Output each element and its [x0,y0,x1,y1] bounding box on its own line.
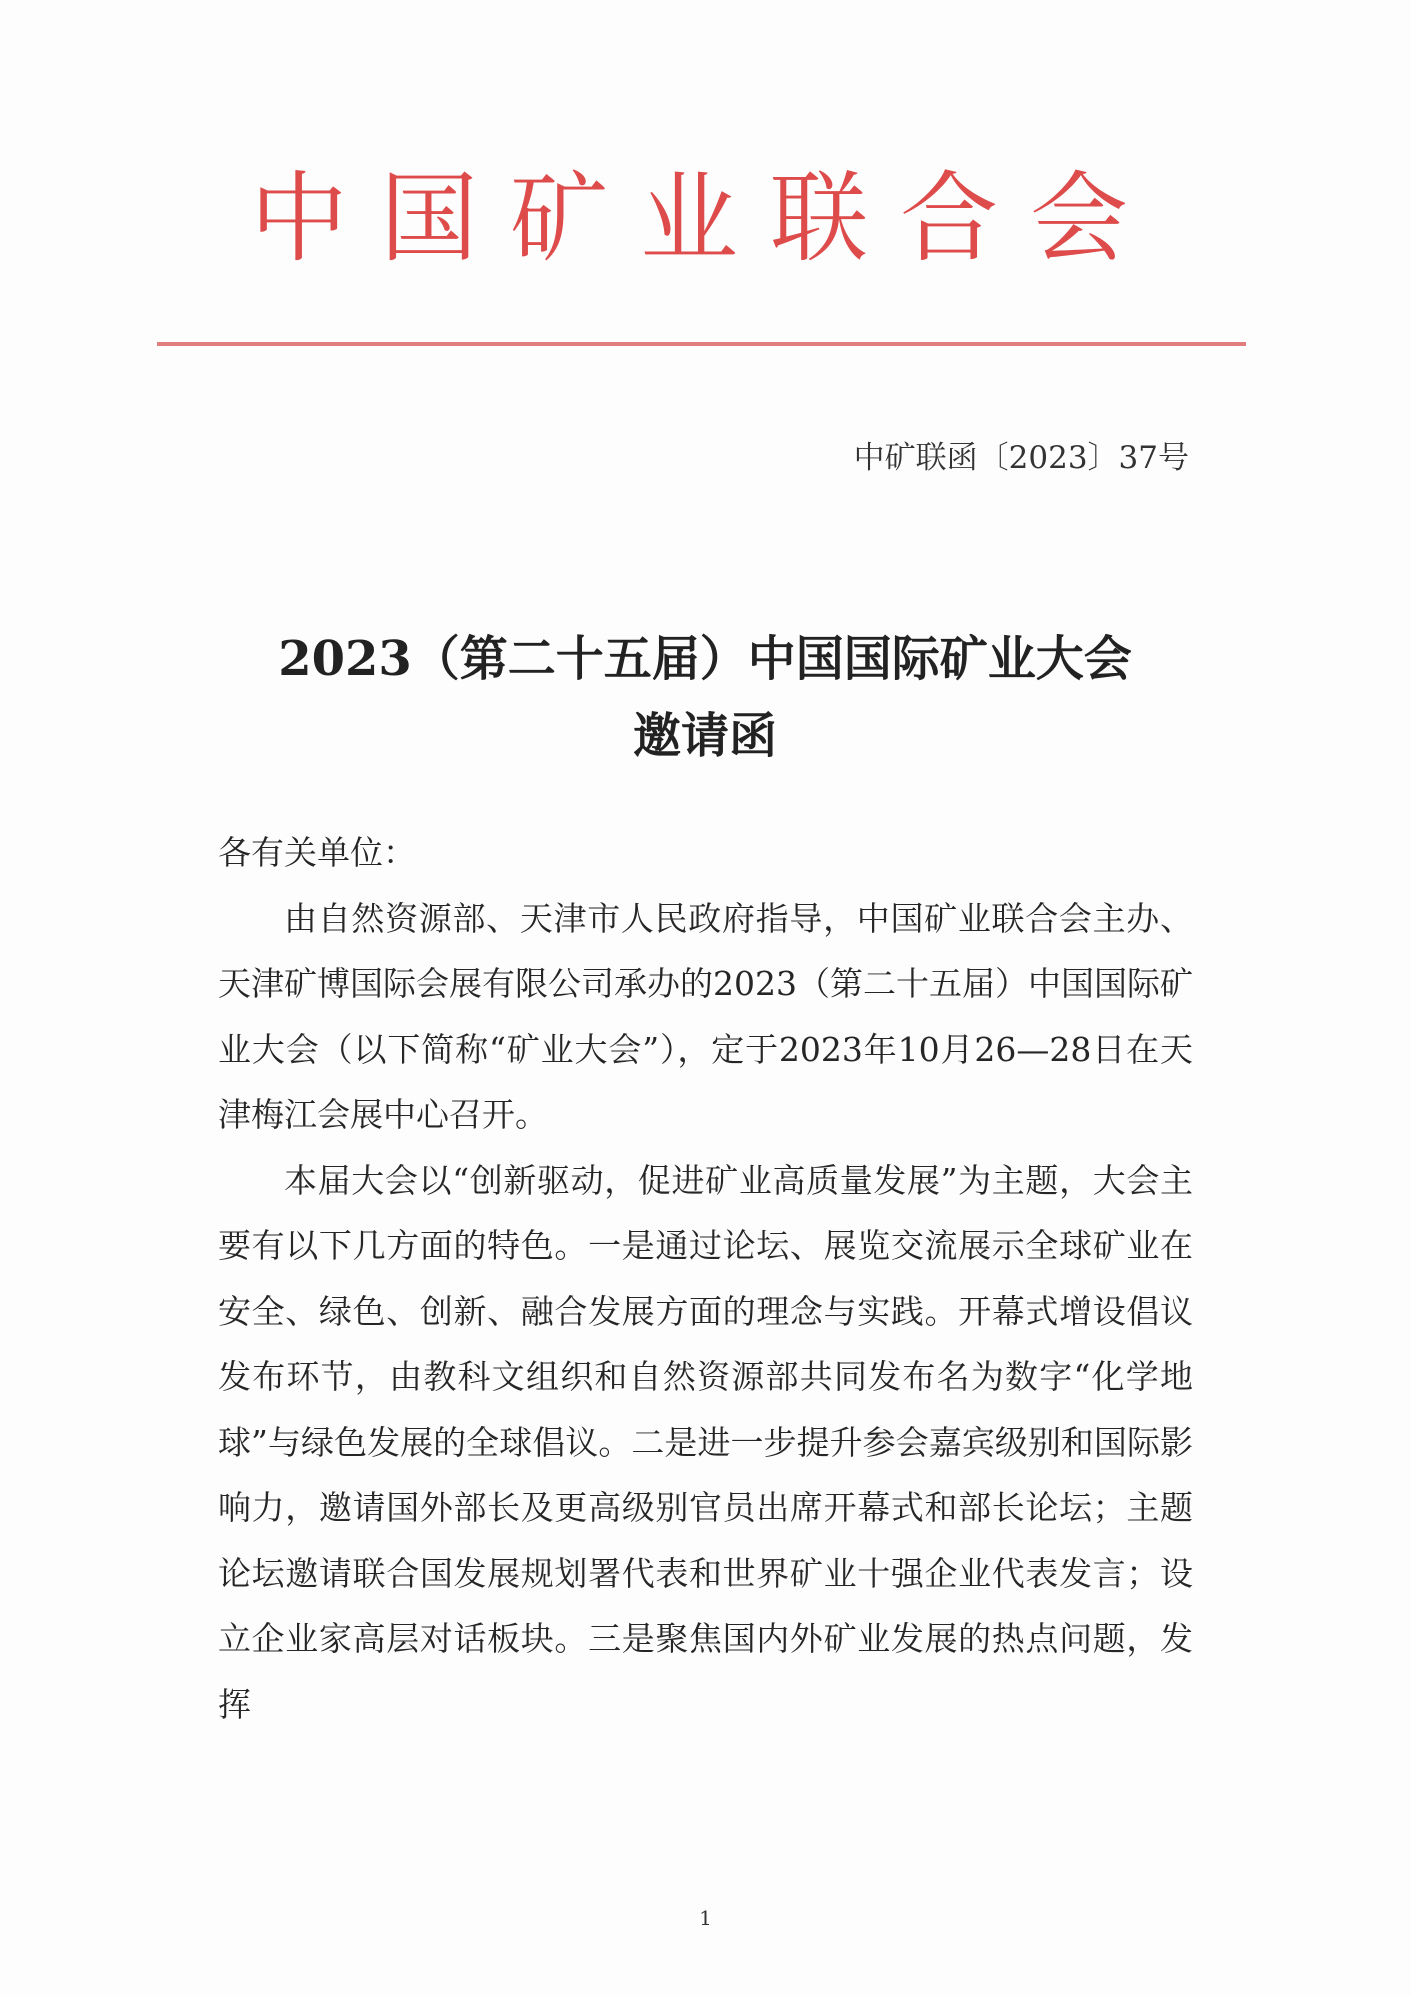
document-title-line-2: 邀请函 [632,708,777,764]
body-paragraph-1: 由自然资源部、天津市人民政府指导，中国矿业联合会主办、天津矿博国际会展有限公司承办的2023（第二十五届）中国国际矿业大会（以下简称“矿业大会”），定于2023年10月26—28日在天津梅江会展中心召开。 [218,898,1193,1134]
letterhead-red-rule [157,342,1246,346]
letterhead-organization-name: 中国矿业联合会 [249,162,1160,276]
page-number: 1 [699,1906,712,1930]
document-title-line-1: 2023（第二十五届）中国国际矿业大会 [278,631,1132,687]
document-body [218,820,1193,1737]
salutation: 各有关单位： [218,833,416,872]
document-number: 中矿联函〔2023〕37号 [853,440,1189,476]
body-paragraph-2: 本届大会以“创新驱动，促进矿业高质量发展”为主题，大会主要有以下几方面的特色。一是通过论坛、展览交流展示全球矿业在安全、绿色、创新、融合发展方面的理念与实践。开幕式增设倡议发布环节，由教科文组织和自然资源部共同发布名为数字“化学地球”与绿色发展的全球倡议。二是进一步提升参会嘉宾级别和国际影响力，邀请国外部长及更高级别官员出席开幕式和部长论坛；主题论坛邀请联合国发展规划署代表和世界矿业十强企业代表发言；设立企业家高层对话板块。三是聚焦国内外矿业发展的热点问题，发挥 [218,1160,1193,1724]
